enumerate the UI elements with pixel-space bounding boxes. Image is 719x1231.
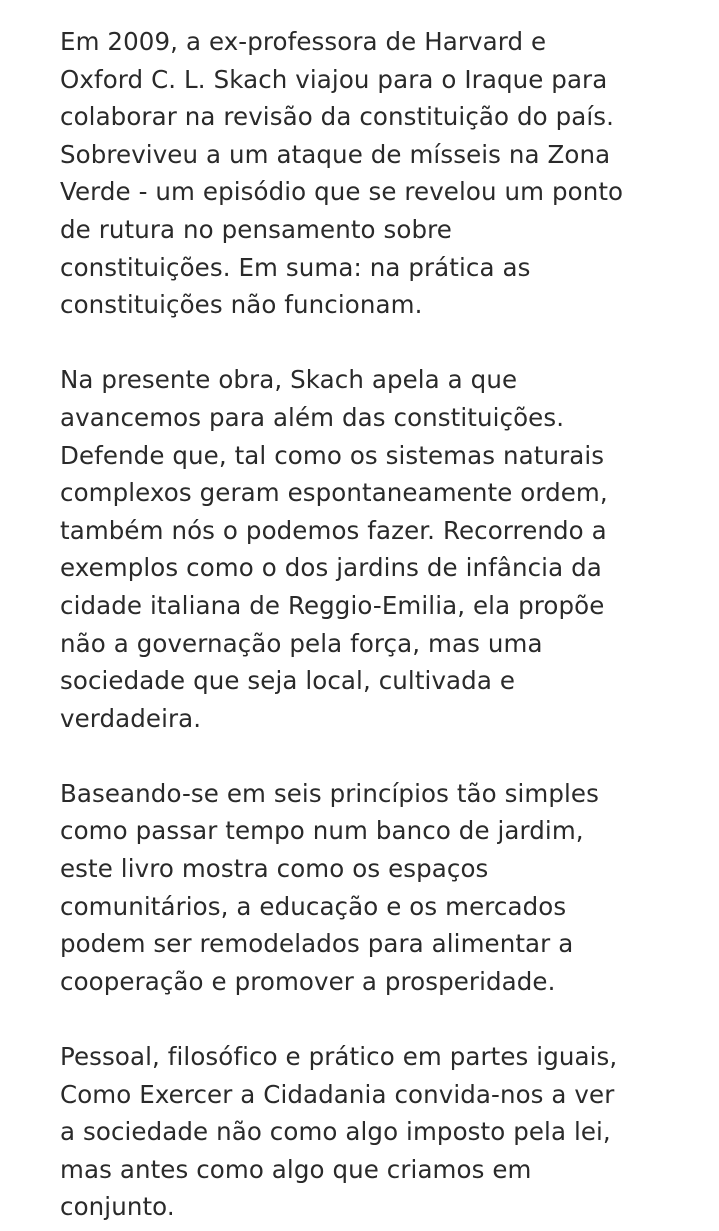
text-line: verdadeira. [60,703,202,733]
text-line: avancemos para além das constituições. [60,402,565,432]
text-line: Baseando-se em seis princípios tão simples [60,778,599,808]
text-line: podem ser remodelados para alimentar a [60,929,574,959]
text-line: também nós o podemos fazer. Recorrendo a [60,515,607,545]
text-line: cooperação e promover a prosperidade. [60,966,556,996]
text-line: Pessoal, filosófico e prático em partes iguais, [60,1042,618,1072]
text-line: Sobreviveu a um ataque de mísseis na Zona [60,139,611,169]
text-line: Defende que, tal como os sistemas naturais [60,440,605,470]
text-line: como passar tempo num banco de jardim, [60,816,584,846]
text-line: comunitários, a educação e os mercados [60,891,567,921]
text-line: Como Exercer a Cidadania convida-nos a ver [60,1079,615,1109]
text-line: a sociedade não como algo imposto pela lei, [60,1117,611,1147]
text-line: de rutura no pensamento sobre [60,214,452,244]
text-line: Em 2009, a ex-professora de Harvard e [60,27,547,56]
book-description [60,23,670,1226]
text-line: constituições. Em suma: na prática as [60,252,531,282]
text-line: constituições não funcionam. [60,290,423,320]
text-line: este livro mostra como os espaços [60,854,489,884]
text-line: conjunto. [60,1192,175,1222]
text-line: Na presente obra, Skach apela a que [60,365,518,395]
text-line: sociedade que seja local, cultivada e [60,666,515,696]
text-line: complexos geram espontaneamente ordem, [60,478,608,508]
paragraph-argument [60,361,670,737]
text-line: mas antes como algo que criamos em [60,1154,532,1184]
text-line: colaborar na revisão da constituição do país. [60,102,615,132]
text-line: Verde - um episódio que se revelou um ponto [60,177,624,207]
text-line: cidade italiana de Reggio-Emilia, ela propõe [60,590,605,620]
text-line: não a governação pela força, mas uma [60,628,543,658]
text-line: Oxford C. L. Skach viajou para o Iraque para [60,64,608,94]
text-line: exemplos como o dos jardins de infância da [60,553,602,583]
paragraph-principles [60,775,670,1001]
paragraph-intro [60,23,670,324]
paragraph-conclusion [60,1038,670,1226]
